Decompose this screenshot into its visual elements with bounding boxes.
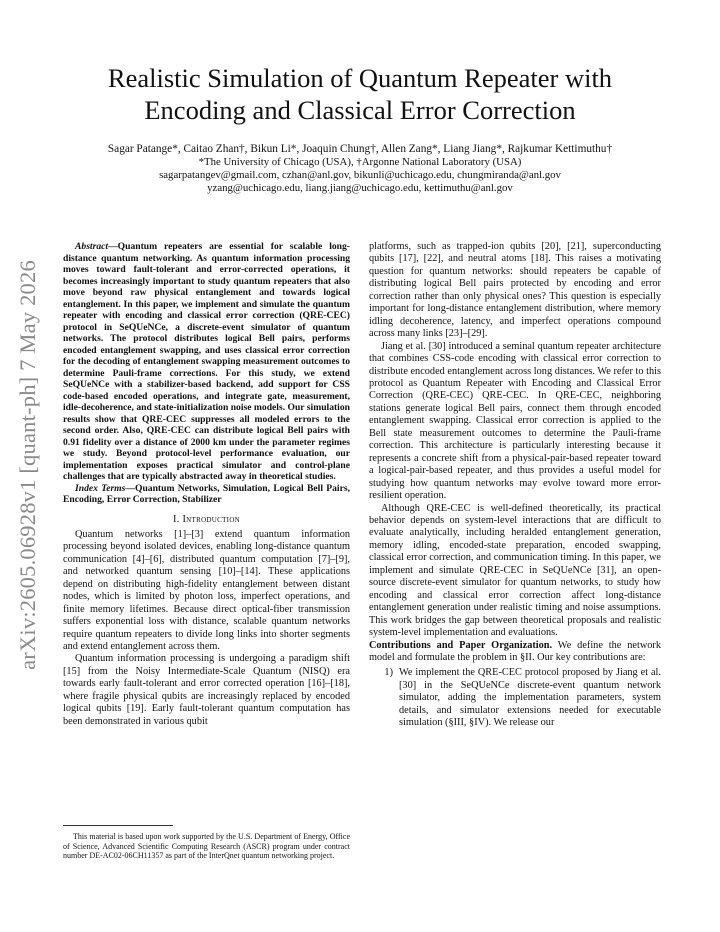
- emails-line-2: yzang@uchicago.edu, liang.jiang@uchicago.edu, kettimuthu@anl.gov: [207, 182, 513, 194]
- author-block: [70, 143, 650, 195]
- affiliations: *The University of Chicago (USA), †Argonne National Laboratory (USA): [198, 156, 522, 168]
- abstract-text: —Quantum repeaters are essential for scalable long-distance quantum networking. As quantum information processing moves toward fault-tolerant and error-corrected operations, it becomes increasingly important to study quantum repeaters that also move beyond raw physical entanglement and towards logical entanglement. In this paper, we implement and simulate the quantum repeater with encoding and classical error correction (QRE-CEC) protocol in SeQUeNCe, a discrete-event simulator of quantum networks. The protocol distributes logical Bell pairs, performs encoded entanglement swapping, and uses classical error correction for the decoding of entanglement swapping measurement outcomes to determine Pauli-frame corrections. For this study, we extend SeQUeNCe with a stabilizer-based backend, add support for CSS code-based encoded operations, and integrate gate, measurement, idle-decoherence, and state-initialization noise models. Our simulation results show that QRE-CEC suppresses all modeled errors to the second order. Also, QRE-CEC can distribute logical Bell pairs with 0.91 fidelity over a distance of 2000 km under the parameter regimes we study. Beyond protocol-level performance evaluation, our implementation exposes practical simulator and control-plane challenges that are typically abstracted away in theoretical studies.: [63, 241, 350, 482]
- intro-paragraph-2: Quantum information processing is undergoing a paradigm shift [15] from the Noisy Intermediate-Scale Quantum (NISQ) era towards early fault-tolerant and error corrected operation [16]–[18], where fragile physical qubits are increasingly replaced by encoded logical qubits [19]. Early fault-tolerant quantum computation has been demonstrated in various qubit: [63, 653, 350, 727]
- index-terms-text: —Quantum Networks, Simulation, Logical Bell Pairs, Encoding, Error Correction, Stabilizer: [63, 482, 350, 505]
- contributions-text: We define the network model and formulate the problem in §II. Our key contributions are:: [369, 639, 661, 663]
- index-terms: [63, 483, 350, 506]
- right-paragraph-3: Although QRE-CEC is well-defined theoretically, its practical behavior depends on system-level interactions that are difficult to evaluate analytically, including heralded entanglement generation, memory idling, encoded-state preparation, encoded swapping, classical error correction, and communication timing. In this paper, we implement and simulate QRE-CEC in SeQUeNCe [31], an open-source discrete-event simulator for quantum networks, to study how encoding and classical error correction affect long-distance entanglement generation under realistic timing and noise assumptions. This work bridges the gap between theoretical proposals and realistic system-level implementation and evaluations.: [369, 502, 661, 639]
- index-terms-label: Index Terms: [75, 482, 126, 494]
- contributions-label: Contributions and Paper Organization.: [369, 639, 553, 651]
- left-column: [63, 241, 350, 728]
- intro-paragraph-1: Quantum networks [1]–[3] extend quantum information processing beyond isolated devices, enabling long-distance quantum communication [4]–[6], distributed quantum computation [7]–[9], and networked quantum sensing [10]–[14]. These applications depend on distributing high-fidelity entanglement between distant nodes, which is limited by photon loss, imperfect operations, and finite memory lifetimes. Because direct optical-fiber transmission suffers exponential loss with distance, scalable quantum networks require quantum repeaters to divide long links into shorter segments and extend entanglement across them.: [63, 528, 350, 653]
- emails-line-1: sagarpatangev@gmail.com, czhan@anl.gov, bikunli@uchicago.edu, chungmiranda@anl.gov: [159, 169, 561, 181]
- contributions-paragraph: [369, 640, 661, 665]
- title-line-2: Encoding and Classical Error Correction: [144, 95, 576, 125]
- abstract-label: Abstract: [75, 241, 109, 252]
- author-names: Sagar Patange*, Caitao Zhan†, Bikun Li*, Joaquin Chung†, Allen Zang*, Liang Jiang*, Rajkumar Kettimuthu†: [107, 143, 613, 155]
- title-line-1: Realistic Simulation of Quantum Repeater with: [107, 63, 613, 93]
- list-item-text: We implement the QRE-CEC protocol proposed by Jiang et al. [30] in the SeQUeNCe discrete-event quantum network simulator, adding the implementation parameters, system details, and simulator extensions needed for executable simulation (§III, §IV). We release our: [399, 667, 661, 729]
- list-item-number: 1): [384, 667, 393, 679]
- abstract: [63, 241, 350, 483]
- right-paragraph-1: platforms, such as trapped-ion qubits [20], [21], superconducting qubits [17], [22], and neutral atoms [18]. This raises a motivating question for quantum networks: should repeaters be capable of distributing logical Bell pairs protected by encoding and error correction rather than only physical ones? This question is especially important for long-distance entanglement distribution, where memory idling decoherence, latency, and imperfect operations compound across many links [23]–[29].: [369, 241, 661, 340]
- arxiv-stamp: arXiv:2605.06928v1 [quant-ph] 7 May 2026: [15, 260, 40, 670]
- section-heading-introduction: I. Introduction: [172, 513, 241, 525]
- footnote-text: This material is based upon work supported by the U.S. Department of Energy, Office of Science, Advanced Scientific Computing Research (ASCR) program under contract number DE-AC02-06CH11357 as part of the InterQnet quantum networking project.: [63, 832, 350, 860]
- footnote: [63, 832, 350, 861]
- right-column: [369, 241, 661, 730]
- right-paragraph-2: Jiang et al. [30] introduced a seminal quantum repeater architecture that combines CSS-code encoding with classical error correction to distribute encoded entanglement across long distances. We refer to this protocol as Quantum Repeater with Encoding and Classical Error Correction (QRE-CEC) QRE-CEC. In QRE-CEC, neighboring stations generate logical Bell pairs, connect them through encoded entanglement swapping. Classical error correction is applied to the Bell state measurement outcomes to determine the Pauli-frame correction. This architecture is particularly interesting because it represents a concrete shift from a physical-pair-based repeater toward a logical-pair-based repeater, and thus provides a useful model for studying how quantum networks may evolve toward more error-resilient operation.: [369, 340, 661, 502]
- list-item: [369, 667, 661, 729]
- paper-title: [70, 62, 650, 126]
- footnote-rule: [63, 825, 173, 826]
